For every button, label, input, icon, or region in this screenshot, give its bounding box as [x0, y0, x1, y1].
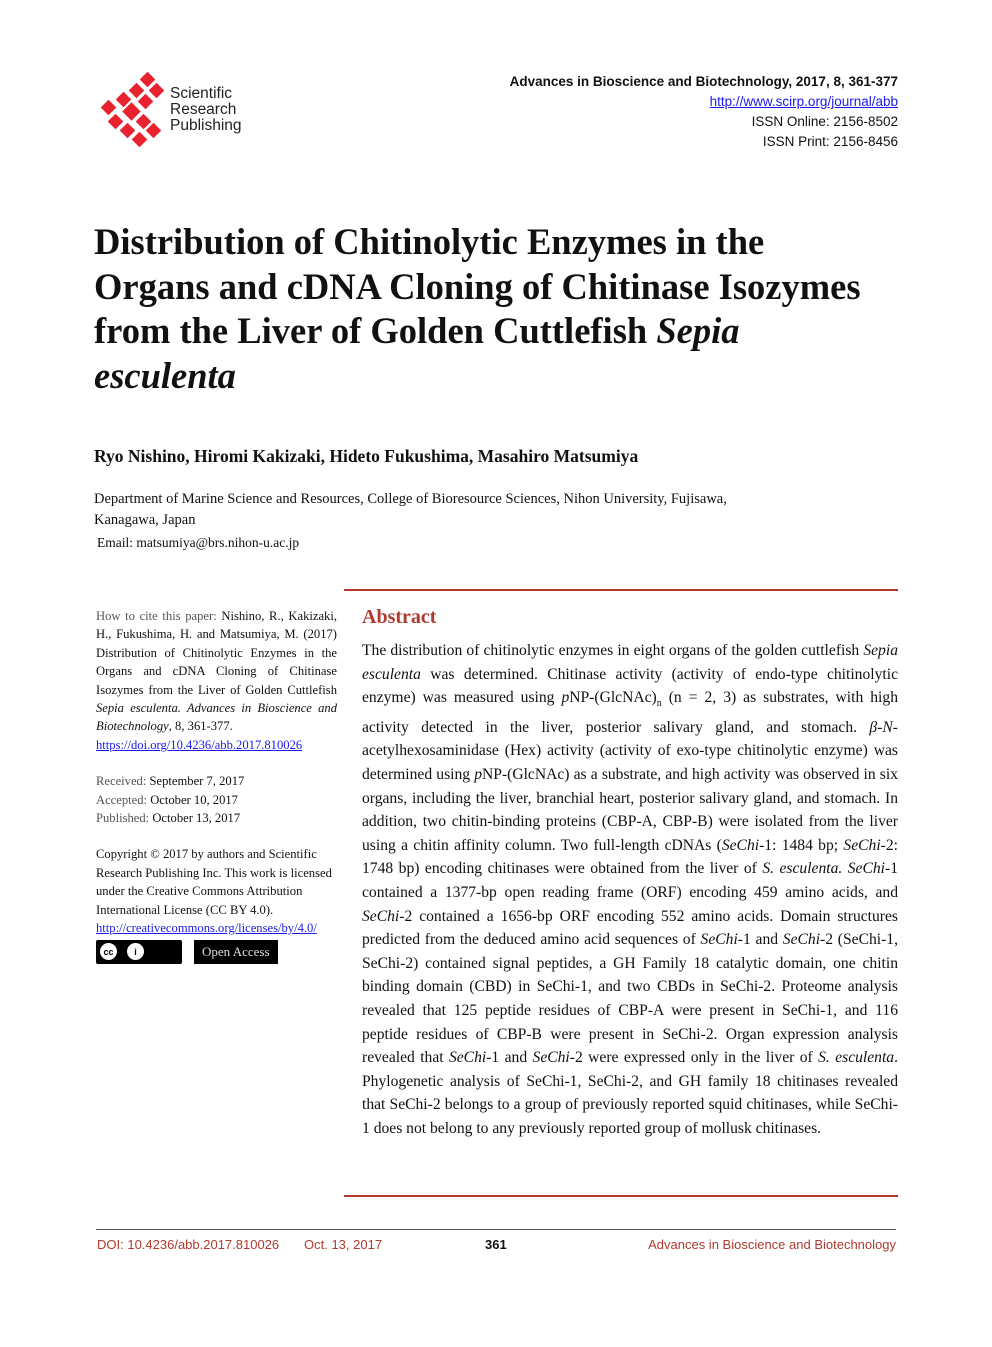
cc-by-badge[interactable] [96, 940, 182, 964]
abstract-segment: -1 contained a 1377-bp open reading frame (ORF) encoding 459 amino acids, and [362, 860, 898, 902]
abstract-top-rule [344, 589, 898, 591]
abstract-segment: n [656, 698, 662, 710]
accepted-label: Accepted: [96, 792, 148, 807]
open-access-badge: Open Access [194, 940, 278, 964]
published-date: October 13, 2017 [149, 811, 241, 826]
abstract-segment: was determined. Chitinase activity (activity of endo-type chitinolytic enzyme) was measured using [362, 665, 898, 707]
cite-volume: , 8, 361-377. [168, 719, 233, 734]
by-icon: i [127, 943, 144, 960]
abstract-segment: -1 and [737, 931, 783, 949]
abstract-body [362, 639, 898, 1141]
publisher-logo [98, 72, 258, 148]
journal-url-link[interactable]: http://www.scirp.org/journal/abb [709, 94, 898, 109]
abstract-segment: S. esculenta. SeChi [762, 860, 885, 878]
abstract-segment: -1: 1484 bp; [759, 836, 844, 854]
received-date: September 7, 2017 [146, 774, 245, 789]
logo-line: Scientific [170, 85, 233, 102]
cite-text: Nishino, R., Kakizaki, H., Fukushima, H. and Matsumiya, M. (2017) Distribution of Chitinolytic Enzymes in the Organs and cDNA Cloning of Chitinase Isozymes from the Liver of Golden Cuttlefish [96, 609, 337, 697]
dates [96, 772, 337, 827]
abstract-segment: SeChi [448, 1049, 487, 1067]
logo-line: Publishing [170, 117, 242, 134]
footer-doi: DOI: 10.4236/abb.2017.810026 [97, 1237, 280, 1252]
title-species: Sepia esculenta [94, 310, 740, 396]
abstract-bottom-rule [344, 1195, 898, 1197]
abstract-segment: The distribution of chitinolytic enzymes in eight organs of the golden cuttlefish [362, 642, 864, 659]
paper-title [94, 220, 874, 398]
abstract-segment: -acetylhexosaminidase (Hex) activity (activity of exo-type chitinolytic enzyme) was determined using [362, 718, 898, 784]
footer-date: Oct. 13, 2017 [304, 1237, 383, 1252]
abstract-segment: β-N [869, 718, 893, 736]
abstract-segment: SeChi [721, 836, 760, 854]
copyright [96, 845, 337, 937]
email: Email: matsumiya@brs.nihon-u.ac.jp [97, 535, 300, 550]
abstract-segment: -2 (SeChi-1, SeChi-2) contained signal peptides, a GH Family 18 catalytic domain, one chitin binding domain (CBD) in SeChi-1, and two CBDs in SeChi-2. Proteome analysis revealed that 125 peptide residues of CBP-A were present in SeChi-1, and 116 peptide residues of CBP-B were present in SeChi-2. Organ expression analysis revealed that [362, 931, 898, 1067]
cite-species: Sepia esculenta [96, 701, 178, 716]
title-text: Distribution of Chitinolytic Enzymes in the Organs and cDNA Cloning of Chitinase Isozymes from the Liver of Golden Cuttlefish [94, 221, 861, 351]
abstract-segment: . Phylogenetic analysis of SeChi-1, SeChi-2, and GH family 18 chitinases revealed that SeChi-2 belongs to a group of previously reported squid chitinases, while SeChi-1 does not belong to any previously reported group of mollusk chitinases. [362, 1049, 899, 1137]
abstract-segment: SeChi [532, 1049, 570, 1067]
issn-online: ISSN Online: 2156-8502 [751, 114, 898, 129]
abstract-segment: -2 contained a 1656-bp ORF encoding 552 amino acids. Domain structures predicted from the deduced amino acid sequences of [362, 907, 898, 949]
abstract-segment: (n = 2, 3) as substrates, with high activity detected in the liver, posterior salivary gland, and stomach. [362, 689, 898, 736]
published-label: Published: [96, 811, 150, 826]
received-label: Received: [96, 774, 147, 789]
copyright-text: Copyright © 2017 by authors and Scientific Research Publishing Inc. This work is licensed under the Creative Commons Attribution International License (CC BY 4.0). [96, 847, 332, 917]
citation [96, 607, 337, 754]
journal-citation: Advances in Bioscience and Biotechnology, 2017, 8, 361-377 [509, 74, 898, 89]
abstract-segment: S. esculenta [818, 1049, 895, 1067]
abstract-segment: p [474, 766, 483, 784]
abstract-segment: -1 and [486, 1049, 533, 1067]
abstract-heading: Abstract [362, 606, 437, 628]
affiliation: Department of Marine Science and Resources, College of Bioresource Sciences, Nihon University, Fujisawa, Kanagawa, Japan [94, 491, 727, 528]
abstract-segment: SeChi [843, 836, 881, 854]
accepted-date: October 10, 2017 [147, 792, 238, 807]
footer-journal: Advances in Bioscience and Biotechnology [648, 1237, 896, 1252]
issn-print: ISSN Print: 2156-8456 [762, 134, 898, 149]
abstract-segment: NP-(GlcNAc) [569, 689, 657, 707]
abstract-segment: SeChi [362, 907, 400, 925]
journal-header [510, 72, 898, 152]
abstract-segment: Sepia esculenta [362, 642, 898, 683]
logo-line: Research [170, 101, 237, 118]
abstract-segment: SeChi [782, 931, 821, 949]
abstract-segment: p [561, 689, 570, 707]
page-number: 361 [485, 1237, 507, 1252]
abstract-segment: -2: 1748 bp) encoding chitinases were obtained from the liver of [362, 836, 898, 878]
abstract-segment: SeChi [700, 931, 738, 949]
license-badges [96, 940, 337, 964]
cc-icon: cc [100, 943, 117, 960]
logo-diamonds-icon [98, 72, 164, 148]
authors: Ryo Nishino, Hiromi Kakizaki, Hideto Fukushima, Masahiro Matsumiya [94, 446, 639, 466]
abstract-segment: -2 were expressed only in the liver of [569, 1049, 819, 1067]
cite-label: How to cite this paper: [96, 609, 217, 623]
footer-rule [96, 1229, 896, 1230]
sidebar-info [96, 607, 337, 964]
cite-journal: . Advances in Bioscience and Biotechnology [96, 701, 337, 734]
doi-link[interactable]: https://doi.org/10.4236/abb.2017.810026 [96, 737, 303, 752]
logo-text [170, 86, 242, 134]
license-link[interactable]: http://creativecommons.org/licenses/by/4.0/ [96, 921, 317, 936]
abstract-segment: NP-(GlcNAc) as a substrate, and high activity was observed in six organs, including the liver, branchial heart, posterior salivary gland, and stomach. In addition, two chitin-binding proteins (CBP-A, CBP-B) were isolated from the liver using a chitin affinity column. Two full-length cDNAs ( [362, 766, 898, 854]
